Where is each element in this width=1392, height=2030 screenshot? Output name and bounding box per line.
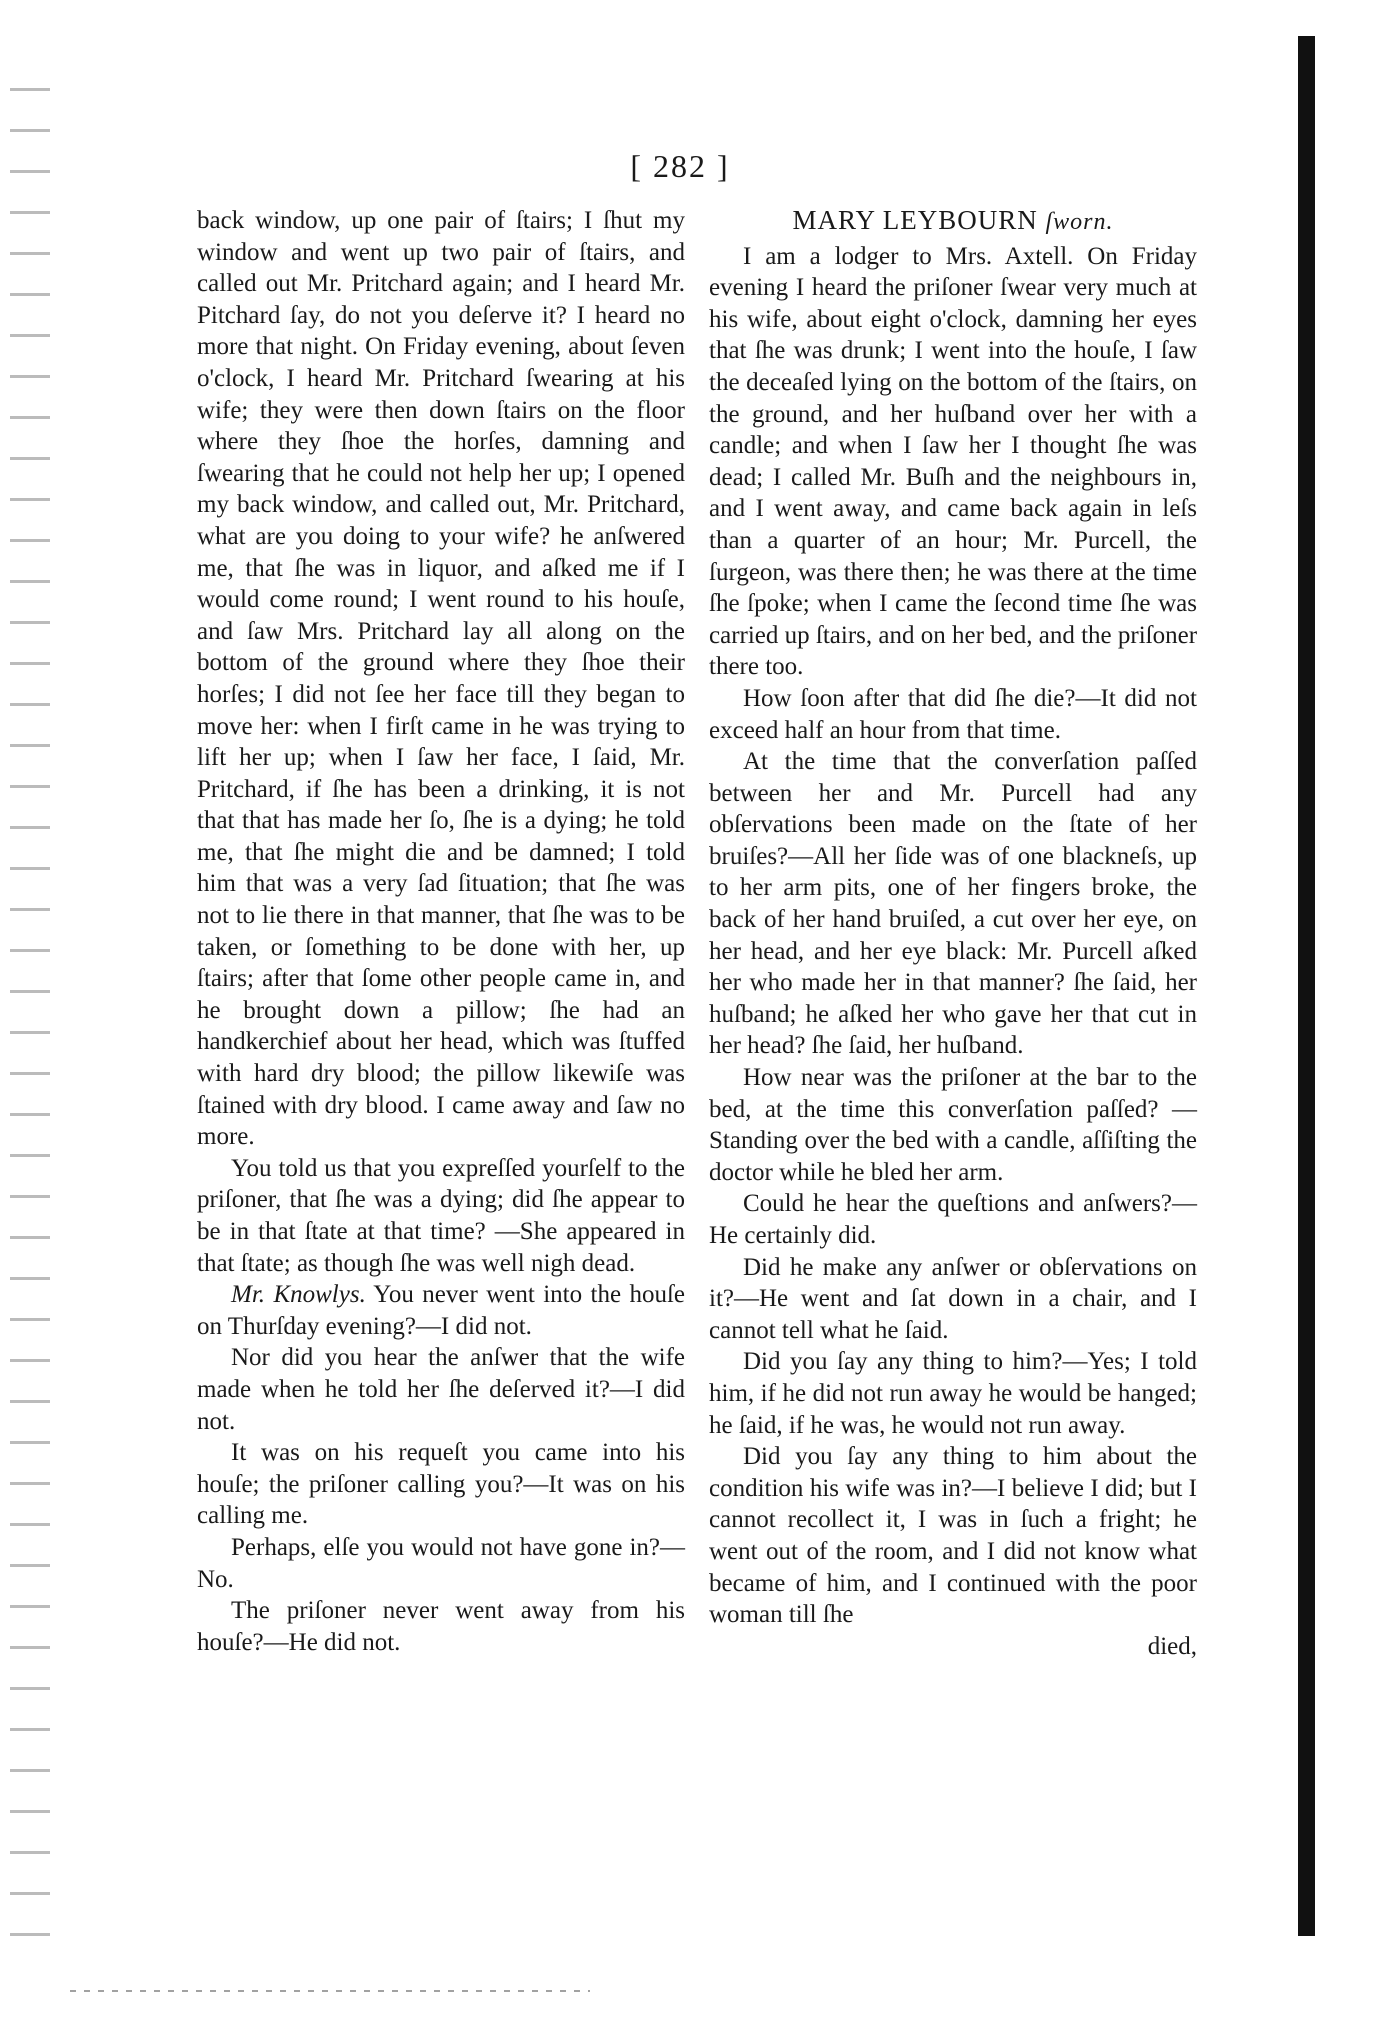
scan-binding-shadow (1298, 36, 1315, 1936)
paragraph: Did he make any anſwer or obſervations on it?—He went and ſat down in a chair, and I cannot tell what he ſaid. (709, 1253, 1197, 1344)
paragraph: How near was the priſoner at the bar to the bed, at the time this converſation paſſed? —Standing over the bed with a candle, aſſiſting the doctor while he bled her arm. (709, 1064, 1197, 1186)
sworn-label: ſworn. (1045, 209, 1114, 235)
paragraph: Nor did you hear the anſwer that the wife made when he told her ſhe deſerved it?—I did not. (197, 1344, 685, 1435)
paragraph: How ſoon after that did ſhe die?—It did not exceed half an hour from that time. (709, 684, 1197, 744)
left-column (197, 205, 685, 1658)
paragraph: Could he hear the queſtions and anſwers?—He certainly did. (709, 1190, 1197, 1249)
paragraph: back window, up one pair of ſtairs; I ſhut my window and went up two pair of ſtairs, and called out Mr. Pritchard again; and I heard Mr. Pitchard ſay, do not you deſerve it? I heard no more that night. On Friday evening, about ſeven o'clock, I heard Mr. Pritchard ſwearing at his wife; they were then down ſtairs on the floor where they ſhoe the horſes, damning and ſwearing that he could not help her up; I opened my back window, and called out, Mr. Pritchard, what are you doing to your wife? he anſwered me, that ſhe was in liquor, and aſked me if I would come round; I went round to his houſe, and ſaw Mrs. Pritchard lay all along on the bottom of the ground where they ſhoe their horſes; I did not ſee her face till they began to move her: when I firſt came in he was trying to lift her up; when I ſaw her face, I ſaid, Mr. Pritchard, if ſhe has been a drinking, it is not that that has made her ſo, ſhe is a dying; he told me, that ſhe might die and be damned; I told him that was a very ſad ſituation; that ſhe was not to lie there in that manner, that ſhe was to be taken, or ſomething to be done with her, up ſtairs; after that ſome other people came in, and he brought down a pillow; ſhe had an handkerchief about her head, which was ſtuffed with hard dry blood; the pillow likewiſe was ſtained with dry blood. I came away and ſaw no more. (197, 207, 685, 1151)
paragraph: Did you ſay any thing to him?—Yes; I told him, if he did not run away he would be hanged; he ſaid, if he was, he would not run away. (709, 1348, 1197, 1439)
page-number: [ 282 ] (630, 148, 730, 184)
paragraph: Did you ſay any thing to him about the condition his wife was in?—I believe I did; but I cannot recollect it, I was in ſuch a fright; he went out of the room, and I did not know what became of him, and I continued with the poor woman till ſhe (709, 1443, 1197, 1629)
paragraph (197, 1279, 685, 1342)
paragraph: It was on his requeſt you came into his houſe; the priſoner calling you?—It was on his calling me. (197, 1439, 685, 1530)
speaker-name: Mr. Knowlys. (231, 1281, 366, 1309)
witness-name: MARY LEYBOURN (792, 205, 1038, 235)
scan-edge-specks (10, 50, 50, 1950)
scan-bottom-specks (70, 1990, 590, 1992)
paragraph-text: You never went into the houſe on Thurſday evening?—I did not. (197, 1281, 686, 1340)
paragraph: Perhaps, elſe you would not have gone in?—No. (197, 1533, 685, 1593)
paragraph: The priſoner never went away from his houſe?—He did not. (197, 1597, 685, 1656)
paragraph: I am a lodger to Mrs. Axtell. On Friday evening I heard the priſoner ſwear very much at his wife, about eight o'clock, damning her eyes that ſhe was drunk; I went into the houſe, I ſaw the deceaſed lying on the bottom of the ſtairs, on the ground, and her huſband over her with a candle; and when I ſaw her I thought ſhe was dead; I called Mr. Buſh and the neighbours in, and I went away, and came back again in leſs than a quarter of an hour; Mr. Purcell, the ſurgeon, was there then; he was there at the time ſhe ſpoke; when I came the ſecond time ſhe was carried up ſtairs, and on her bed, and the priſoner there too. (709, 242, 1198, 681)
right-column (709, 205, 1197, 1662)
paragraph: You told us that you expreſſed yourſelf to the priſoner, that ſhe was a dying; did ſhe appear to be in that ſtate at that time? —She appeared in that ſtate; as though ſhe was well nigh dead. (197, 1154, 685, 1277)
witness-heading (709, 205, 1197, 239)
paragraph: At the time that the converſation paſſed between her and Mr. Purcell had any obſervations been made on the ſtate of her bruiſes?—All her ſide was of one blackneſs, up to her arm pits, one of her fingers broke, the back of her hand bruiſed, a cut over her eye, on her head, and her eye black: Mr. Purcell aſked her who made her in that manner? ſhe ſaid, her huſband; he aſked her who gave her that cut in her head? ſhe ſaid, her huſband. (709, 748, 1197, 1060)
catchword: died, (1147, 1632, 1197, 1660)
